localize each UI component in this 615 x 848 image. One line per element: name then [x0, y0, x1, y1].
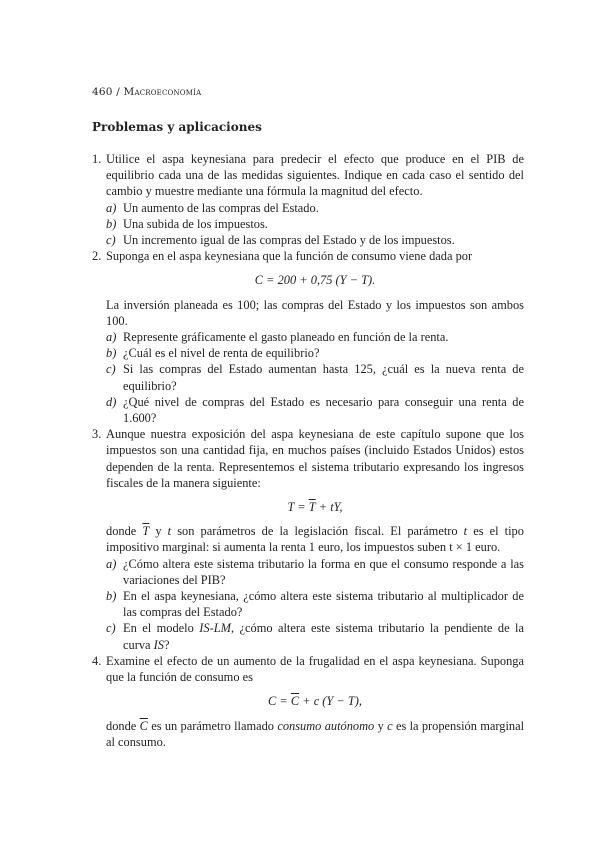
subitem-text: En el aspa keynesiana, ¿cómo altera este sistema tributario al multiplicador de las compras del Estado?: [123, 589, 524, 620]
subitem-list: [106, 200, 524, 249]
subitem-letter: b): [106, 589, 117, 604]
subitem: [106, 394, 524, 426]
subitem: [106, 620, 524, 652]
subitem-text: Una subida de los impuestos.: [123, 216, 268, 231]
subitem-letter: b): [106, 346, 117, 361]
header-separator: /: [116, 86, 120, 98]
problem-4: [92, 653, 524, 750]
subitem-list: [106, 329, 524, 426]
problem-text-2: La inversión planeada es 100; las compras del Estado y los impuestos son ambos 100.: [106, 297, 524, 328]
subitem-text: En el modelo IS-LM, ¿cómo altera este sistema tributario la pendiente de la curva IS?: [123, 621, 524, 652]
subitem-text: ¿Cómo altera este sistema tributario la forma en que el consumo responde a las variaciones del PIB?: [123, 556, 524, 587]
subitem-letter: b): [106, 216, 117, 231]
subitem-text: Represente gráficamente el gasto planeado en función de la renta.: [123, 330, 449, 345]
problem-list: [92, 151, 524, 750]
problem-text-2: donde $\overline{C}$ es un parámetro llamado consumo autónomo y c es la propensión marginal al consumo.: [106, 718, 525, 749]
problem-text-2: donde $\overline{T}$ y t son parámetros de la legislación fiscal. El parámetro t es el tipo impositivo marginal: si aumenta la renta 1 euro, los impuestos suben t × 1 euro.: [106, 524, 524, 555]
problem-text: Suponga en el aspa keynesiana que la función de consumo viene dada por: [106, 249, 473, 264]
subitem-text: Un aumento de las compras del Estado.: [123, 200, 319, 215]
subitem-list: [106, 556, 524, 653]
subitem-text: Un incremento igual de las compras del Estado y de los impuestos.: [123, 233, 455, 248]
subitem: [106, 329, 524, 345]
problem-text: Examine el efecto de un aumento de la frugalidad en el aspa keynesiana. Suponga que la función de consumo es: [106, 653, 524, 685]
problem-number: 3.: [92, 427, 102, 442]
subitem: [106, 200, 524, 216]
running-header: [92, 86, 524, 98]
problem-number: 1.: [92, 152, 102, 166]
problem-2: [92, 248, 524, 426]
subitem-letter: a): [106, 556, 117, 571]
subitem-text: ¿Cuál es el nivel de renta de equilibrio?: [123, 346, 320, 361]
subitem-letter: c): [106, 233, 116, 248]
page-number: 460: [92, 86, 113, 98]
subitem-letter: a): [106, 200, 117, 215]
subitem: [106, 588, 524, 620]
section-title: Problemas y aplicaciones: [92, 120, 262, 134]
subitem-text: Si las compras del Estado aumentan hasta 125, ¿cuál es la nueva renta de equilibrio?: [123, 362, 524, 393]
tax-formula: $T = \overline{T}$ + tY,: [287, 500, 343, 515]
problem-text: Aunque nuestra exposición del aspa keynesiana de este capítulo supone que los impuestos son una cantidad fija, en muchos países (incluido Estados Unidos) estos dependen de la renta. Representemos el sistema tributario expresando los ingresos fiscales de la manera siguiente:: [106, 427, 524, 490]
subitem: [106, 345, 524, 361]
problem-number: 2.: [92, 249, 102, 264]
subitem: [106, 556, 524, 588]
subitem-letter: d): [106, 394, 117, 409]
problem-text: Utilice el aspa keynesiana para predecir el efecto que produce en el PIB de equilibrio cada una de las medidas siguientes. Indique en cada caso el sentido del cambio y muestre mediante una fórmula la magnitud del efecto.: [106, 152, 524, 199]
book-title: Macroeconomía: [123, 86, 202, 98]
subitem-text: ¿Qué nivel de compras del Estado es necesario para conseguir una renta de 1.600?: [123, 394, 524, 426]
consumption-formula: C = 200 + 0,75 (Y − T).: [254, 273, 376, 288]
problem-1: [92, 151, 524, 248]
subitem: [106, 361, 524, 393]
consumption-formula: $C = \overline{C} + c$ (Y − T),: [268, 694, 362, 709]
subitem-letter: a): [106, 330, 117, 345]
page: [92, 86, 524, 750]
subitem: [106, 232, 524, 248]
subitem-letter: c): [106, 362, 116, 377]
subitem: [106, 216, 524, 232]
problem-number: 4.: [92, 653, 102, 668]
subitem-letter: c): [106, 621, 116, 636]
problem-3: [92, 426, 524, 653]
